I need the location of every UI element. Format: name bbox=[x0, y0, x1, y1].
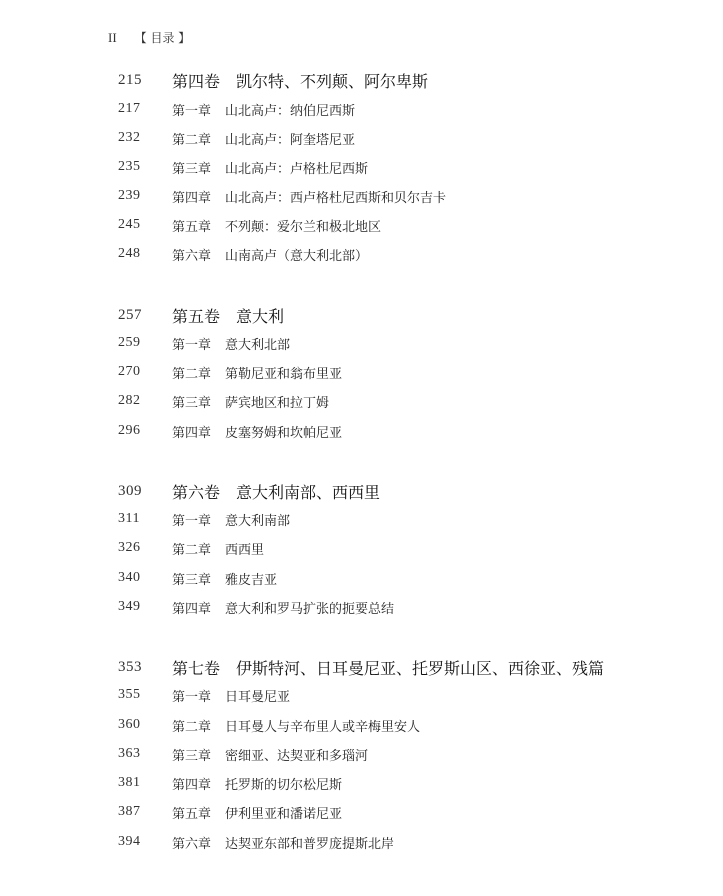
toc-chapter[interactable] bbox=[0, 331, 723, 355]
toc-chapter[interactable] bbox=[0, 97, 723, 121]
chapter-page: 355 bbox=[118, 687, 141, 702]
chapter-label: 第一章 bbox=[172, 337, 212, 353]
page-number: II bbox=[108, 29, 117, 45]
toc-chapter[interactable] bbox=[0, 683, 723, 707]
chapter-page: 248 bbox=[118, 246, 141, 261]
toc-chapter[interactable] bbox=[0, 713, 723, 737]
chapter-label: 第四章 bbox=[172, 425, 212, 441]
chapter-page: 360 bbox=[118, 717, 141, 732]
chapter-page: 394 bbox=[118, 834, 141, 849]
chapter-page: 326 bbox=[118, 540, 141, 555]
toc-volume-5[interactable] bbox=[0, 303, 723, 327]
chapter-label: 第六章 bbox=[172, 248, 212, 264]
chapter-label: 第二章 bbox=[172, 542, 212, 558]
toc-chapter[interactable] bbox=[0, 507, 723, 531]
toc-chapter[interactable] bbox=[0, 126, 723, 150]
toc-chapter[interactable] bbox=[0, 830, 723, 854]
chapter-title: 山北高卢：阿奎塔尼亚 bbox=[225, 132, 356, 148]
chapter-label: 第六章 bbox=[172, 836, 212, 852]
chapter-label: 第二章 bbox=[172, 366, 212, 382]
chapter-title: 日耳曼人与辛布里人或辛梅里安人 bbox=[225, 719, 421, 735]
toc-chapter[interactable] bbox=[0, 771, 723, 795]
toc-chapter[interactable] bbox=[0, 536, 723, 560]
toc-chapter[interactable] bbox=[0, 242, 723, 266]
chapter-label: 第一章 bbox=[172, 689, 212, 705]
chapter-page: 232 bbox=[118, 130, 141, 145]
chapter-title: 雅皮吉亚 bbox=[225, 572, 278, 588]
chapter-page: 239 bbox=[118, 188, 141, 203]
chapter-title: 西西里 bbox=[225, 542, 265, 558]
toc-chapter[interactable] bbox=[0, 595, 723, 619]
chapter-page: 282 bbox=[118, 393, 141, 408]
chapter-title: 托罗斯的切尔松尼斯 bbox=[225, 777, 343, 793]
chapter-page: 270 bbox=[118, 364, 141, 379]
toc-chapter[interactable] bbox=[0, 566, 723, 590]
toc-volume-7[interactable] bbox=[0, 655, 723, 679]
chapter-title: 意大利和罗马扩张的扼要总结 bbox=[225, 601, 395, 617]
running-header bbox=[108, 29, 190, 46]
chapter-label: 第一章 bbox=[172, 513, 212, 529]
toc-chapter[interactable] bbox=[0, 419, 723, 443]
volume-page: 257 bbox=[118, 306, 142, 323]
toc-chapter[interactable] bbox=[0, 742, 723, 766]
chapter-title: 山南高卢（意大利北部） bbox=[225, 248, 369, 264]
chapter-page: 259 bbox=[118, 335, 141, 350]
volume-label: 第五卷 bbox=[172, 306, 221, 326]
chapter-title: 萨宾地区和拉丁姆 bbox=[225, 395, 330, 411]
toc-chapter[interactable] bbox=[0, 155, 723, 179]
volume-page: 215 bbox=[118, 71, 142, 88]
chapter-label: 第二章 bbox=[172, 719, 212, 735]
chapter-title: 意大利南部 bbox=[225, 513, 291, 529]
volume-title: 意大利南部、西西里 bbox=[236, 482, 381, 502]
chapter-page: 340 bbox=[118, 570, 141, 585]
chapter-title: 密细亚、达契亚和多瑙河 bbox=[225, 748, 369, 764]
volume-title: 伊斯特河、日耳曼尼亚、托罗斯山区、西徐亚、残篇 bbox=[236, 658, 605, 678]
chapter-page: 296 bbox=[118, 423, 141, 438]
chapter-page: 363 bbox=[118, 746, 141, 761]
chapter-label: 第三章 bbox=[172, 572, 212, 588]
volume-label: 第六卷 bbox=[172, 482, 221, 502]
toc-volume-6[interactable] bbox=[0, 479, 723, 503]
volume-label: 第四卷 bbox=[172, 71, 221, 91]
chapter-page: 217 bbox=[118, 101, 141, 116]
volume-title: 意大利 bbox=[236, 306, 285, 326]
chapter-label: 第三章 bbox=[172, 748, 212, 764]
chapter-page: 381 bbox=[118, 775, 141, 790]
chapter-title: 伊利里亚和潘诺尼亚 bbox=[225, 806, 343, 822]
chapter-page: 387 bbox=[118, 804, 141, 819]
chapter-label: 第一章 bbox=[172, 103, 212, 119]
volume-page: 309 bbox=[118, 482, 142, 499]
toc-chapter[interactable] bbox=[0, 800, 723, 824]
chapter-label: 第四章 bbox=[172, 190, 212, 206]
chapter-label: 第四章 bbox=[172, 601, 212, 617]
chapter-label: 第五章 bbox=[172, 806, 212, 822]
chapter-title: 山北高卢：纳伯尼西斯 bbox=[225, 103, 356, 119]
chapter-title: 意大利北部 bbox=[225, 337, 291, 353]
chapter-title: 山北高卢：西卢格杜尼西斯和贝尔吉卡 bbox=[225, 190, 447, 206]
chapter-title: 达契亚东部和普罗庞提斯北岸 bbox=[225, 836, 395, 852]
toc-chapter[interactable] bbox=[0, 389, 723, 413]
chapter-label: 第二章 bbox=[172, 132, 212, 148]
chapter-title: 皮塞努姆和坎帕尼亚 bbox=[225, 425, 343, 441]
chapter-title: 日耳曼尼亚 bbox=[225, 689, 291, 705]
chapter-label: 第五章 bbox=[172, 219, 212, 235]
chapter-page: 245 bbox=[118, 217, 141, 232]
chapter-page: 349 bbox=[118, 599, 141, 614]
volume-title: 凯尔特、不列颠、阿尔卑斯 bbox=[236, 71, 429, 91]
chapter-label: 第四章 bbox=[172, 777, 212, 793]
chapter-title: 不列颠：爱尔兰和极北地区 bbox=[225, 219, 382, 235]
chapter-page: 235 bbox=[118, 159, 141, 174]
chapter-label: 第三章 bbox=[172, 395, 212, 411]
section-title: 【 目录 】 bbox=[134, 31, 191, 45]
toc-volume-4[interactable] bbox=[0, 68, 723, 92]
chapter-label: 第三章 bbox=[172, 161, 212, 177]
volume-page: 353 bbox=[118, 658, 142, 675]
toc-chapter[interactable] bbox=[0, 213, 723, 237]
chapter-title: 山北高卢：卢格杜尼西斯 bbox=[225, 161, 369, 177]
toc-chapter[interactable] bbox=[0, 184, 723, 208]
chapter-page: 311 bbox=[118, 511, 140, 526]
volume-label: 第七卷 bbox=[172, 658, 221, 678]
chapter-title: 第勒尼亚和翁布里亚 bbox=[225, 366, 343, 382]
toc-chapter[interactable] bbox=[0, 360, 723, 384]
